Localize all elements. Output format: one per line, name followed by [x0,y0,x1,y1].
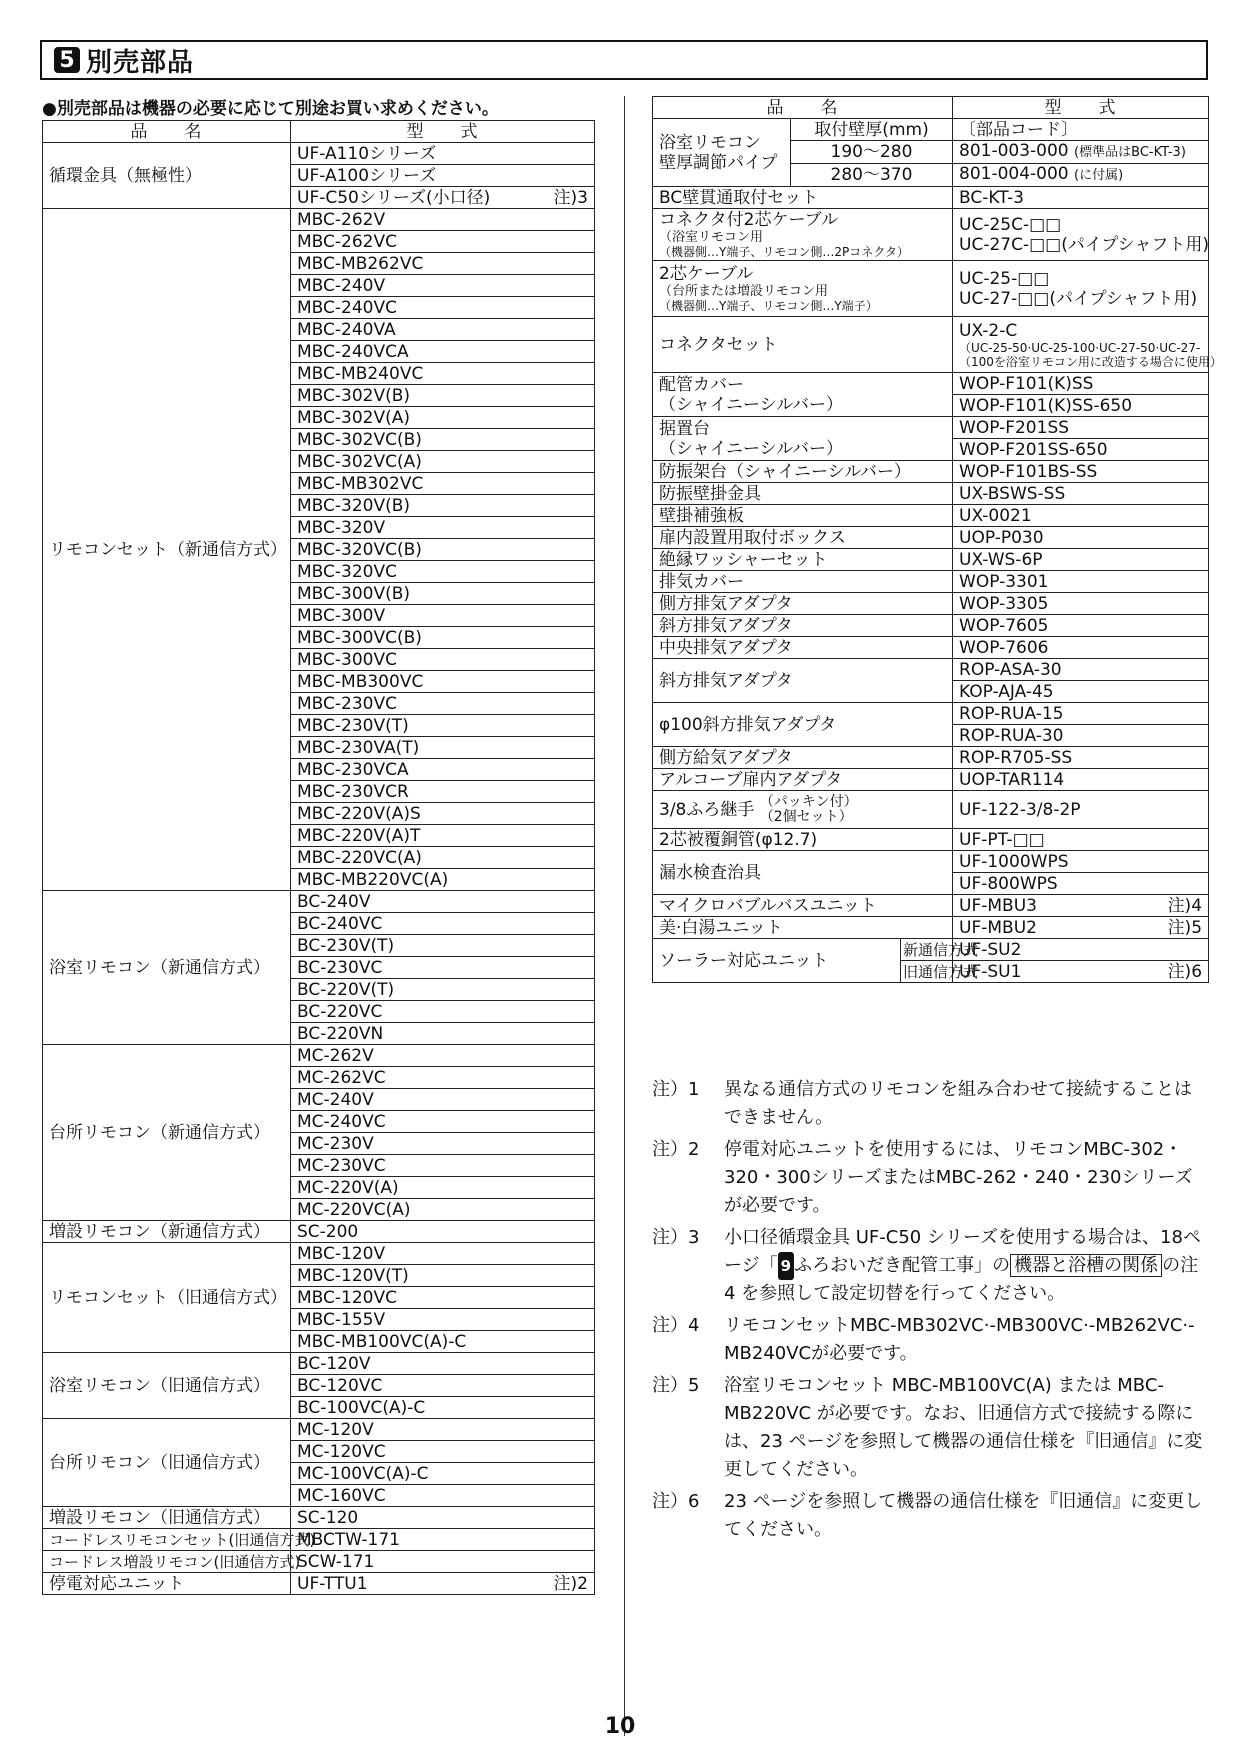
part-model: UOP-P030 [953,527,1209,549]
part-name: 斜方排気アダプタ [653,659,953,703]
table-row [43,1551,595,1573]
header-name: 品 名 [653,97,953,119]
table-row [653,505,1209,527]
note-item: 注）5 浴室リモコンセット MBC-MB100VC(A) または MBC-MB220VC が必要です。なお、旧通信方式で接続する際には、23 ページを参照して機器の通信仕様を『旧通信』に変更してください。 [652,1375,1203,1480]
part-name: 2芯被覆銅管(φ12.7) [653,829,953,851]
part-model: MC-240V [291,1089,595,1111]
part-model: MBC-320V [291,517,595,539]
table-row [653,483,1209,505]
part-model: MBC-MB100VC(A)-C [291,1331,595,1353]
part-model: MC-230V [291,1133,595,1155]
part-model: ROP-RUA-15 [953,703,1209,725]
part-model: WOP-7605 [953,615,1209,637]
solar-new-model: UF-SU2 [953,939,1209,961]
section-number-badge: 5 [54,47,80,73]
part-model: MBC-320V(B) [291,495,595,517]
part-model: BC-220VN [291,1023,595,1045]
parts-table-right [652,96,1222,983]
table-row [43,143,595,165]
part-model: MBC-302VC(B) [291,429,595,451]
header-model: 型 式 [291,121,595,143]
part-model: BC-240V [291,891,595,913]
table-row [43,209,595,231]
connector-set-name: コネクタセット [653,317,953,373]
part-model: MBCTW-171 [291,1529,595,1551]
part-name: 排気カバー [653,571,953,593]
page-number: 10 [604,1714,636,1739]
part-name: 浴室リモコン（旧通信方式） [43,1353,291,1419]
note-item: 注）6 23 ページを参照して機器の通信仕様を『旧通信』に変更してください。 [652,1491,1203,1540]
part-name: コードレスリモコンセット(旧通信方式) [43,1529,291,1551]
part-name: 浴室リモコン（新通信方式） [43,891,291,1045]
header-model: 型 式 [953,97,1209,119]
part-model: MBC-155V [291,1309,595,1331]
part-model: MBC-220V(A)T [291,825,595,847]
code-value: 801-003-000 (標準品はBC-KT-3) [953,141,1209,164]
part-name: 側方排気アダプタ [653,593,953,615]
part-name: 増設リモコン（旧通信方式） [43,1507,291,1529]
note-item: 注）2 停電対応ユニットを使用するには、リモコンMBC-302・320・300シリーズまたはMBC-262・240・230シリーズが必要です。 [652,1139,1193,1216]
part-model: WOP-7606 [953,637,1209,659]
part-model: MBC-230VCA [291,759,595,781]
part-model: UF-A110シリーズ [291,143,595,165]
part-name: 美·白湯ユニット [653,917,953,939]
table-row [43,1507,595,1529]
part-model: ROP-RUA-30 [953,725,1209,747]
boxed-reference: 機器と浴槽の関係 [1010,1254,1162,1277]
table-row [653,637,1209,659]
part-model: BC-120VC [291,1375,595,1397]
intro-text: ●別売部品は機器の必要に応じて別途お買い求めください。 [42,99,499,119]
table-row [653,571,1209,593]
part-model: UF-A100シリーズ [291,165,595,187]
part-name: リモコンセット（新通信方式） [43,209,291,891]
part-model: UX-BSWS-SS [953,483,1209,505]
notes-section [652,1076,1208,1548]
part-model: UX-0021 [953,505,1209,527]
part-name: 斜方排気アダプタ [653,615,953,637]
part-model: MBC-230VCR [291,781,595,803]
table-row [653,659,1209,681]
part-model: WOP-3305 [953,593,1209,615]
table-row [43,1529,595,1551]
part-model: MC-160VC [291,1485,595,1507]
part-name: 扉内設置用取付ボックス [653,527,953,549]
table-row [43,1419,595,1441]
table-row [653,593,1209,615]
part-model: MC-120VC [291,1441,595,1463]
solar-old-label: 旧通信方式 [901,961,953,983]
table-row [43,1045,595,1067]
part-model: UX-WS-6P [953,549,1209,571]
part-model: MBC-240VA [291,319,595,341]
table-row [653,417,1209,439]
part-model: UF-800WPS [953,873,1209,895]
part-model: WOP-F201SS-650 [953,439,1209,461]
part-model: MBC-240V [291,275,595,297]
part-model: WOP-3301 [953,571,1209,593]
part-model: MBC-MB302VC [291,473,595,495]
table-row [653,769,1209,791]
part-model: UF-PT-□□ [953,829,1209,851]
table-row [653,549,1209,571]
part-model: KOP-AJA-45 [953,681,1209,703]
part-name: BC壁貫通取付セット [653,187,953,209]
part-model: UOP-TAR114 [953,769,1209,791]
part-name: 停電対応ユニット [43,1573,291,1595]
table-row [43,1221,595,1243]
part-name: 防振壁掛金具 [653,483,953,505]
table-row [43,1573,595,1595]
note-item: 注）1 異なる通信方式のリモコンを組み合わせて接続することはできません。 [652,1079,1192,1128]
code-header: 〔部品コード〕 [953,119,1209,141]
part-model: MBC-302VC(A) [291,451,595,473]
connector-set-model: UX-2-C （UC-25-50·UC-25-100·UC-27-50·UC-27- （100を浴室リモコン用に改造する場合に使用） [953,317,1209,373]
part-model: WOP-F101(K)SS [953,373,1209,395]
table-row [43,1353,595,1375]
thickness-header: 取付壁厚(mm) [791,119,953,141]
note-item: 注）4 リモコンセットMBC-MB302VC·-MB300VC·-MB262VC·-MB240VCが必要です。 [652,1315,1195,1364]
part-model: BC-KT-3 [953,187,1209,209]
part-model: UF-C50シリーズ(小口径) 注)3 [291,187,595,209]
furo-name: 3/8ふろ継手 （パッキン付） （2個セット） [653,791,953,829]
solar-new-label: 新通信方式 [901,939,953,961]
part-model: MBC-300VC [291,649,595,671]
note-item: 注）3 小口径循環金具 UF-C50 シリーズを使用する場合は、18ページ「 9 ふろおいだき配管工事」の 機器と浴槽の関係 の注 4 を参照して設定切替を行ってください。 [652,1227,1201,1304]
part-name: コードレス増設リモコン(旧通信方式) [43,1551,291,1573]
section-header [40,40,1208,80]
part-model: MBC-230VC [291,693,595,715]
part-model: MBC-230VA(T) [291,737,595,759]
part-model: MBC-220VC(A) [291,847,595,869]
part-model: BC-120V [291,1353,595,1375]
part-model: MC-262VC [291,1067,595,1089]
thickness-value: 190〜280 [791,141,953,164]
part-name: 据置台 （シャイニーシルバー） [653,417,953,461]
part-name: 増設リモコン（新通信方式） [43,1221,291,1243]
thickness-value: 280〜370 [791,164,953,187]
part-name: マイクロバブルバスユニット [653,895,953,917]
table-row [43,1243,595,1265]
part-model: WOP-F101BS-SS [953,461,1209,483]
part-model: MBC-120VC [291,1287,595,1309]
part-model: UF-TTU1 注)2 [291,1573,595,1595]
part-name: 台所リモコン（旧通信方式） [43,1419,291,1507]
conn-cable-name: コネクタ付2芯ケーブル （浴室リモコン用 （機器側…Y端子、リモコン側…2Pコネクタ） [653,209,953,261]
part-name: 配管カバー （シャイニーシルバー） [653,373,953,417]
part-model: SC-200 [291,1221,595,1243]
part-model: BC-240VC [291,913,595,935]
part-name: アルコーブ扉内アダプタ [653,769,953,791]
part-model: MC-220V(A) [291,1177,595,1199]
part-model: MBC-240VCA [291,341,595,363]
part-name: 防振架台（シャイニーシルバー） [653,461,953,483]
part-model: WOP-F101(K)SS-650 [953,395,1209,417]
furo-model: UF-122-3/8-2P [953,791,1209,829]
part-model: MBC-300V [291,605,595,627]
part-model: BC-230VC [291,957,595,979]
header-name: 品 名 [43,121,291,143]
cable2-model: UC-25-□□ UC-27-□□(パイプシャフト用) [953,261,1209,317]
part-model: MC-100VC(A)-C [291,1463,595,1485]
table-row [653,703,1209,725]
part-model: MC-120V [291,1419,595,1441]
pipe-name-cell: 浴室リモコン 壁厚調節パイプ [653,119,791,187]
part-model: MBC-262V [291,209,595,231]
part-model: ROP-ASA-30 [953,659,1209,681]
part-name: 中央排気アダプタ [653,637,953,659]
part-name: φ100斜方排気アダプタ [653,703,953,747]
part-model: MBC-302V(A) [291,407,595,429]
part-model: MC-262V [291,1045,595,1067]
part-model: MBC-MB240VC [291,363,595,385]
table-row [653,615,1209,637]
part-model: MC-220VC(A) [291,1199,595,1221]
part-name: 絶縁ワッシャーセット [653,549,953,571]
part-name: 循環金具（無極性） [43,143,291,209]
part-model: MBC-120V(T) [291,1265,595,1287]
part-model: MBC-302V(B) [291,385,595,407]
part-model: SC-120 [291,1507,595,1529]
part-model: BC-100VC(A)-C [291,1397,595,1419]
section-9-badge: 9 [778,1252,794,1280]
solar-name: ソーラー対応ユニット [653,939,901,983]
part-model: MBC-262VC [291,231,595,253]
column-divider [624,96,625,1736]
table-row [653,373,1209,395]
part-model: BC-220VC [291,1001,595,1023]
conn-cable-model: UC-25C-□□ UC-27C-□□(パイプシャフト用) [953,209,1209,261]
table-row [653,747,1209,769]
part-model: ROP-R705-SS [953,747,1209,769]
part-model: MBC-300VC(B) [291,627,595,649]
part-model: BC-230V(T) [291,935,595,957]
leak-name: 漏水検査治具 [653,851,953,895]
part-model: MBC-320VC [291,561,595,583]
part-model: MC-240VC [291,1111,595,1133]
table-row [653,461,1209,483]
section-title: 別売部品 [86,47,195,78]
part-model: MBC-120V [291,1243,595,1265]
solar-old-model: UF-SU1 注)6 [953,961,1209,983]
part-model: MBC-320VC(B) [291,539,595,561]
part-model: MBC-300V(B) [291,583,595,605]
part-name: 側方給気アダプタ [653,747,953,769]
part-model: MBC-MB262VC [291,253,595,275]
part-model: MBC-MB300VC [291,671,595,693]
table-row [653,527,1209,549]
parts-table-left [42,120,595,1595]
part-model: UF-MBU3 注)4 [953,895,1209,917]
part-model: MBC-230V(T) [291,715,595,737]
part-model: MC-230VC [291,1155,595,1177]
part-name: 壁掛補強板 [653,505,953,527]
part-model: BC-220V(T) [291,979,595,1001]
part-model: WOP-F201SS [953,417,1209,439]
cable2-name: 2芯ケーブル （台所または増設リモコン用 （機器側…Y端子、リモコン側…Y端子） [653,261,953,317]
part-name: リモコンセット（旧通信方式） [43,1243,291,1353]
part-model: MBC-MB220VC(A) [291,869,595,891]
code-value: 801-004-000 (に付属) [953,164,1209,187]
table-row [43,891,595,913]
part-model: MBC-240VC [291,297,595,319]
part-model: UF-1000WPS [953,851,1209,873]
part-name: 台所リモコン（新通信方式） [43,1045,291,1221]
part-model: SCW-171 [291,1551,595,1573]
part-model: MBC-220V(A)S [291,803,595,825]
part-model: UF-MBU2 注)5 [953,917,1209,939]
